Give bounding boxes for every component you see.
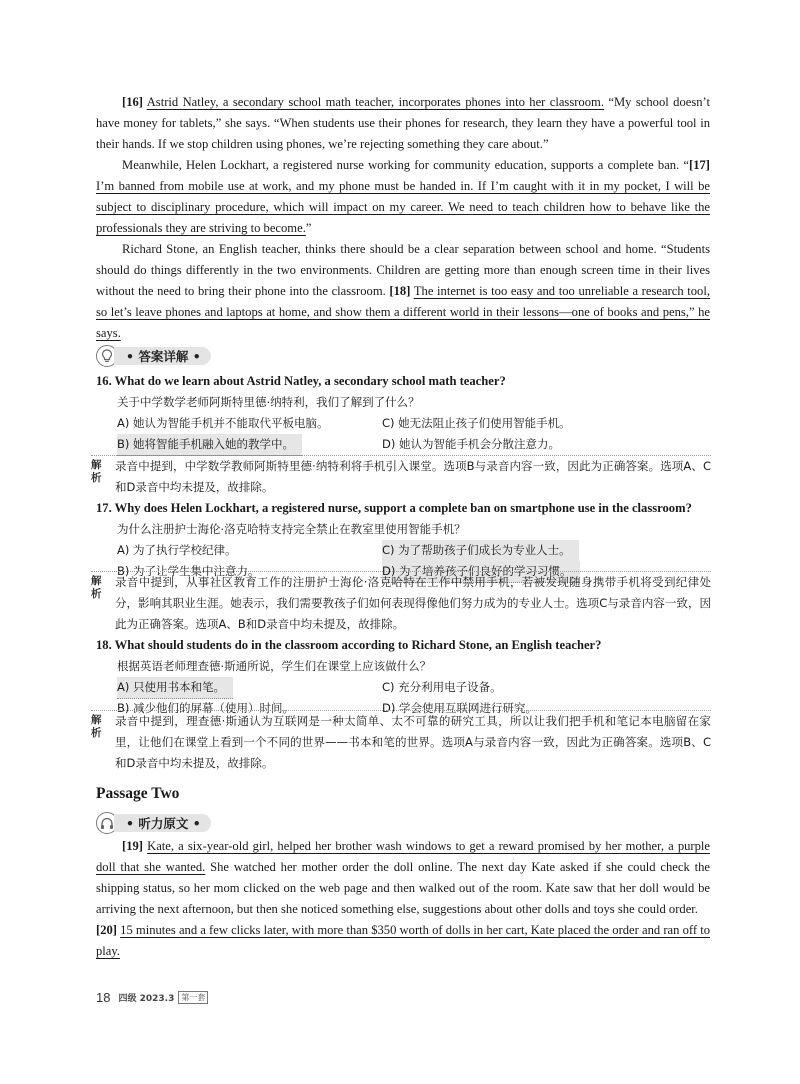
option-b: B) 减少他们的屏幕（使用）时间。 (117, 701, 295, 715)
explanation-text: 录音中提到，中学数学教师阿斯特里德·纳特利将手机引入课堂。选项B与录音内容一致，因此为正确答案。选项A、C和D录音中均未提及，故排除。 (115, 459, 711, 494)
options-grid (96, 413, 716, 455)
question-tag-19: [19] (122, 839, 143, 853)
option-a-correct: A) 只使用书本和笔。 (117, 677, 233, 699)
option-d: D) 她认为智能手机会分散注意力。 (382, 437, 560, 451)
question-title: 17. Why does Helen Lockhart, a registered nurse, support a complete ban on smartphone use in the classroom? (96, 501, 692, 515)
explanation-17 (91, 571, 711, 635)
option-c: C) 她无法阻止孩子们使用智能手机。 (382, 416, 571, 430)
option-b: B) 为了让学生集中注意力。 (117, 564, 260, 578)
question-translation: 根据英语老师理查德·斯通所说，学生们在课堂上应该做什么？ (117, 659, 432, 673)
question-title: 16. What do we learn about Astrid Natley, a secondary school math teacher? (96, 374, 506, 388)
paragraph-kate (96, 836, 710, 920)
explanation-text: 录音中提到，理查德·斯通认为互联网是一种太简单、太不可靠的研究工具，所以让我们把手机和笔记本电脑留在家里，让他们在课堂上看到一个不同的世界——书本和笔的世界。选项A与录音内容一致，因此为正确答案。选项B、C和D录音中均未提及，故排除。 (115, 714, 711, 770)
magazine-label: 四级 2023.3 (118, 994, 175, 1004)
option-d: D) 学会使用互联网进行研究。 (382, 701, 537, 715)
explanation-16 (91, 455, 711, 498)
paragraph-astrid (96, 92, 710, 155)
key-sentence-18: The internet is too easy and too unreliable a research tool, so let’s leave phones and laptops at home, and show them a different world in their lessons—one of books and pens,” he says. (96, 284, 710, 340)
question-tag-20: [20] (96, 923, 117, 937)
option-b-correct: B) 她将智能手机融入她的教学中。 (117, 434, 302, 456)
key-sentence-17: I’m banned from mobile use at work, and my phone must be handed in. If I’m caught with it in my pocket, I will be subject to disciplinary procedure, which will impact on my career. We need to teach children how to behave like the professionals they are striving to become. (96, 179, 710, 235)
explanation-label: 解析 (91, 459, 102, 484)
question-tag-18: [18] (389, 284, 411, 298)
paragraph-helen (96, 155, 710, 239)
option-d: D) 为了培养孩子们良好的学习习惯。 (382, 561, 580, 583)
paragraph-text: “My school doesn’t have money for tablets,” she says. “When students use their phones for research, they learn they have a powerful tool in their hands. If we stop children using phones, we’re rejecting something they care about.” (96, 95, 710, 151)
explanation-label: 解析 (91, 714, 102, 739)
option-c-correct: C) 为了帮助孩子们成长为专业人士。 (382, 540, 579, 562)
question-translation: 为什么注册护士海伦·洛克哈特支持完全禁止在教室里使用智能手机？ (117, 522, 466, 536)
explanation-18 (91, 710, 711, 774)
explanation-text: 录音中提到，从事社区教育工作的注册护士海伦·洛克哈特在工作中禁用手机，若被发现随身携带手机将受到纪律处分，影响其职业生涯。她表示，我们需要教孩子们如何表现得像他们努力成为的专业人士。选项C与录音内容一致，因此为正确答案。选项A、B和D录音中均未提及，故排除。 (115, 575, 711, 631)
question-title: 18. What should students do in the classroom according to Richard Stone, an English teacher? (96, 638, 602, 652)
issue-label: 第一套 (178, 991, 208, 1004)
answers-section-header (96, 345, 211, 367)
transcript-section-label: • 听力原文 • (114, 814, 211, 832)
key-sentence-16: Astrid Natley, a secondary school math teacher, incorporates phones into her classroom. (146, 95, 604, 109)
question-tag-17: [17] (689, 158, 710, 172)
transcript-section-header (96, 812, 211, 834)
question-translation: 关于中学数学老师阿斯特里德·纳特利，我们了解到了什么？ (117, 395, 420, 409)
question-tag-16: [16] (122, 95, 143, 109)
paragraph-order (96, 920, 710, 962)
explanation-label: 解析 (91, 575, 102, 600)
paragraph-richard (96, 239, 710, 344)
passage-one (96, 92, 710, 344)
key-sentence-20: 15 minutes and a few clicks later, with more than $350 worth of dolls in her cart, Kate placed the order and ran off to play. (96, 923, 710, 958)
paragraph-text: Meanwhile, Helen Lockhart, a registered nurse working for community education, supports a complete ban. “ (122, 158, 690, 172)
option-a: A) 她认为智能手机并不能取代平板电脑。 (117, 416, 329, 430)
option-a: A) 为了执行学校纪律。 (117, 543, 237, 557)
page-number: 18 (96, 990, 111, 1005)
key-sentence-19: Kate, a six-year-old girl, helped her brother wash windows to get a reward promised by her mother, a purple doll that she wanted. (96, 839, 710, 874)
option-c: C) 充分利用电子设备。 (382, 680, 502, 694)
question-18 (96, 635, 716, 719)
page-footer (96, 990, 208, 1005)
passage-two-text (96, 836, 710, 962)
paragraph-text: ” (305, 221, 312, 235)
answers-section-label: • 答案详解 • (114, 347, 211, 365)
passage-two-heading: Passage Two (96, 785, 180, 802)
paragraph-text: She watched her mother order the doll online. The next day Kate asked if she could check the shipping status, so her mom clicked on the web page and then walked out of the room. Kate saw that her doll would be arriving the next afternoon, but then she noticed something else, suggestions about other dolls and toys she could order. (96, 860, 710, 916)
paragraph-text: Richard Stone, an English teacher, thinks there should be a clear separation between school and home. “Students should do things differently in the two environments. Children are getting more than enough screen time in their lives without the need to bring their phone into the classroom. (96, 242, 710, 298)
question-16 (96, 371, 716, 455)
question-17 (96, 498, 716, 582)
